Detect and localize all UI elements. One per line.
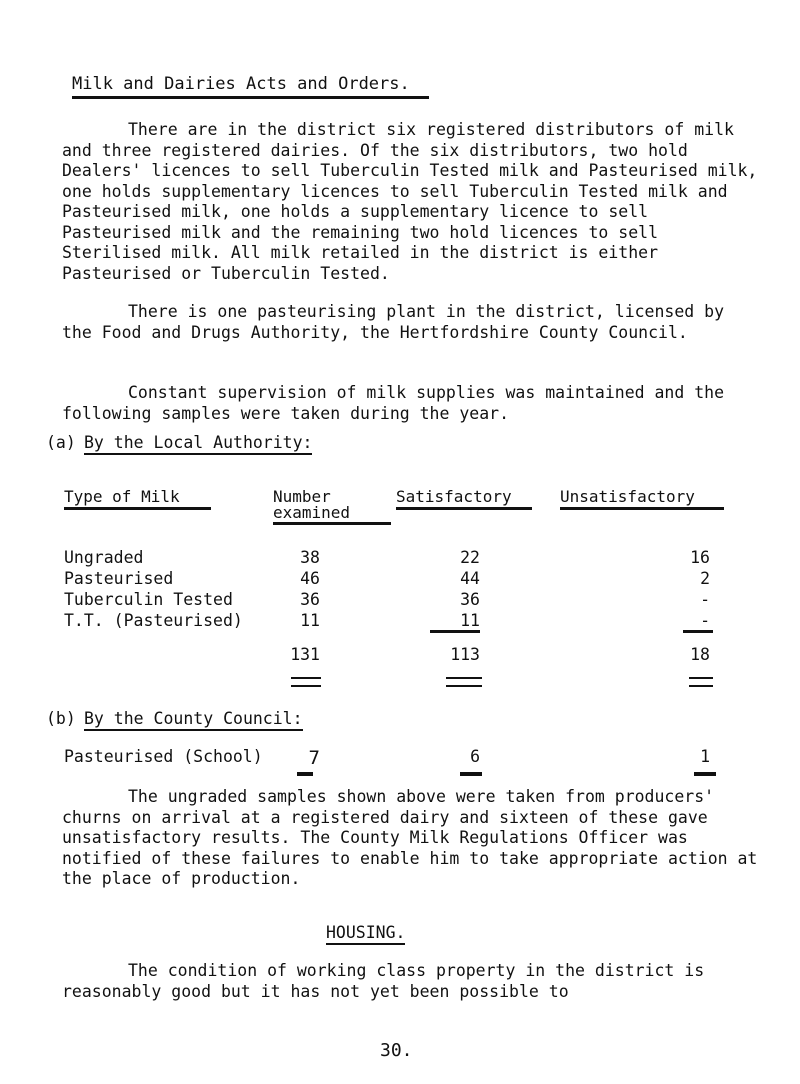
header-number: Number [273,487,331,506]
row-type: Pasteurised (School) [64,747,263,766]
school-satisfactory-rule [460,772,482,776]
row-type: Tuberculin Tested [64,590,233,609]
total-number: 131 [290,645,320,664]
header-satisfactory-underline [396,507,532,510]
row-satisfactory: 22 [460,548,480,567]
row-unsatisfactory: - [700,611,710,630]
row-type: Pasteurised [64,569,174,588]
section-title: Milk and Dairies Acts and Orders. [72,74,410,94]
header-type-underline [64,507,211,510]
section-a-label: By the Local Authority: [84,433,312,455]
section-b-label: By the County Council: [84,709,303,731]
total-unsatisfactory-double-rule [689,677,713,687]
school-unsatisfactory-rule [694,772,716,776]
housing-heading: HOUSING. [326,923,405,945]
row-number: 11 [300,611,320,630]
header-type-of-milk: Type of Milk [64,487,180,506]
row-type: T.T. (Pasteurised) [64,611,243,630]
section-a-marker: (a) [46,433,76,452]
page-number: 30. [380,1040,413,1061]
total-satisfactory-double-rule [446,677,482,687]
paragraph-supervision: Constant supervision of milk supplies was maintained and the following samples were taken during the year. [62,383,725,423]
header-number-underline [273,522,391,525]
total-number-double-rule [291,677,321,687]
row-number: 7 [308,747,320,769]
section-b-marker: (b) [46,709,76,728]
paragraph-pasteurising-plant: There is one pasteurising plant in the district, licensed by the Food and Drugs Authority, the Hertfordshire County Council. [62,302,725,342]
title-underline [72,96,429,99]
paragraph-housing: The condition of working class property in the district is reasonably good but it has not yet been possible to [62,961,705,1001]
paragraph-distributors: There are in the district six registered distributors of milk and three registered dairies. Of the six distributors, two hold Dealers' licences to sell Tuberculin Tested milk and Pasteurised milk, one holds supplementary licences to sell Tuberculin Tested milk and Pasteurised milk, one holds a supplementary licence to sell Pasteurised milk and the remaining two hold licences to sell Sterilised milk. All milk retailed in the district is either Pasteurised or Tuberculin Tested. [62,120,758,283]
unsatisfactory-sum-rule [683,630,713,633]
header-satisfactory: Satisfactory [396,487,512,506]
row-unsatisfactory: - [700,590,710,609]
row-number: 36 [300,590,320,609]
total-satisfactory: 113 [450,645,480,664]
total-unsatisfactory: 18 [690,645,710,664]
row-unsatisfactory: 2 [700,569,710,588]
header-examined: examined [273,503,351,522]
school-number-rule [297,772,313,776]
paragraph-ungraded-samples: The ungraded samples shown above were taken from producers' churns on arrival at a registered dairy and sixteen of these gave unsatisfactory results. The County Milk Regulations Officer was notified of these failures to enable him to take appropriate action at the place of production. [62,787,758,888]
row-number: 38 [300,548,320,567]
row-satisfactory: 11 [460,611,480,630]
header-unsatisfactory: Unsatisfactory [560,487,695,506]
header-unsatisfactory-underline [560,507,724,510]
row-unsatisfactory: 16 [690,548,710,567]
satisfactory-sum-rule [430,630,480,633]
row-satisfactory: 6 [470,747,480,766]
row-type: Ungraded [64,548,144,567]
row-number: 46 [300,569,320,588]
row-unsatisfactory: 1 [700,747,710,766]
row-satisfactory: 44 [460,569,480,588]
row-satisfactory: 36 [460,590,480,609]
